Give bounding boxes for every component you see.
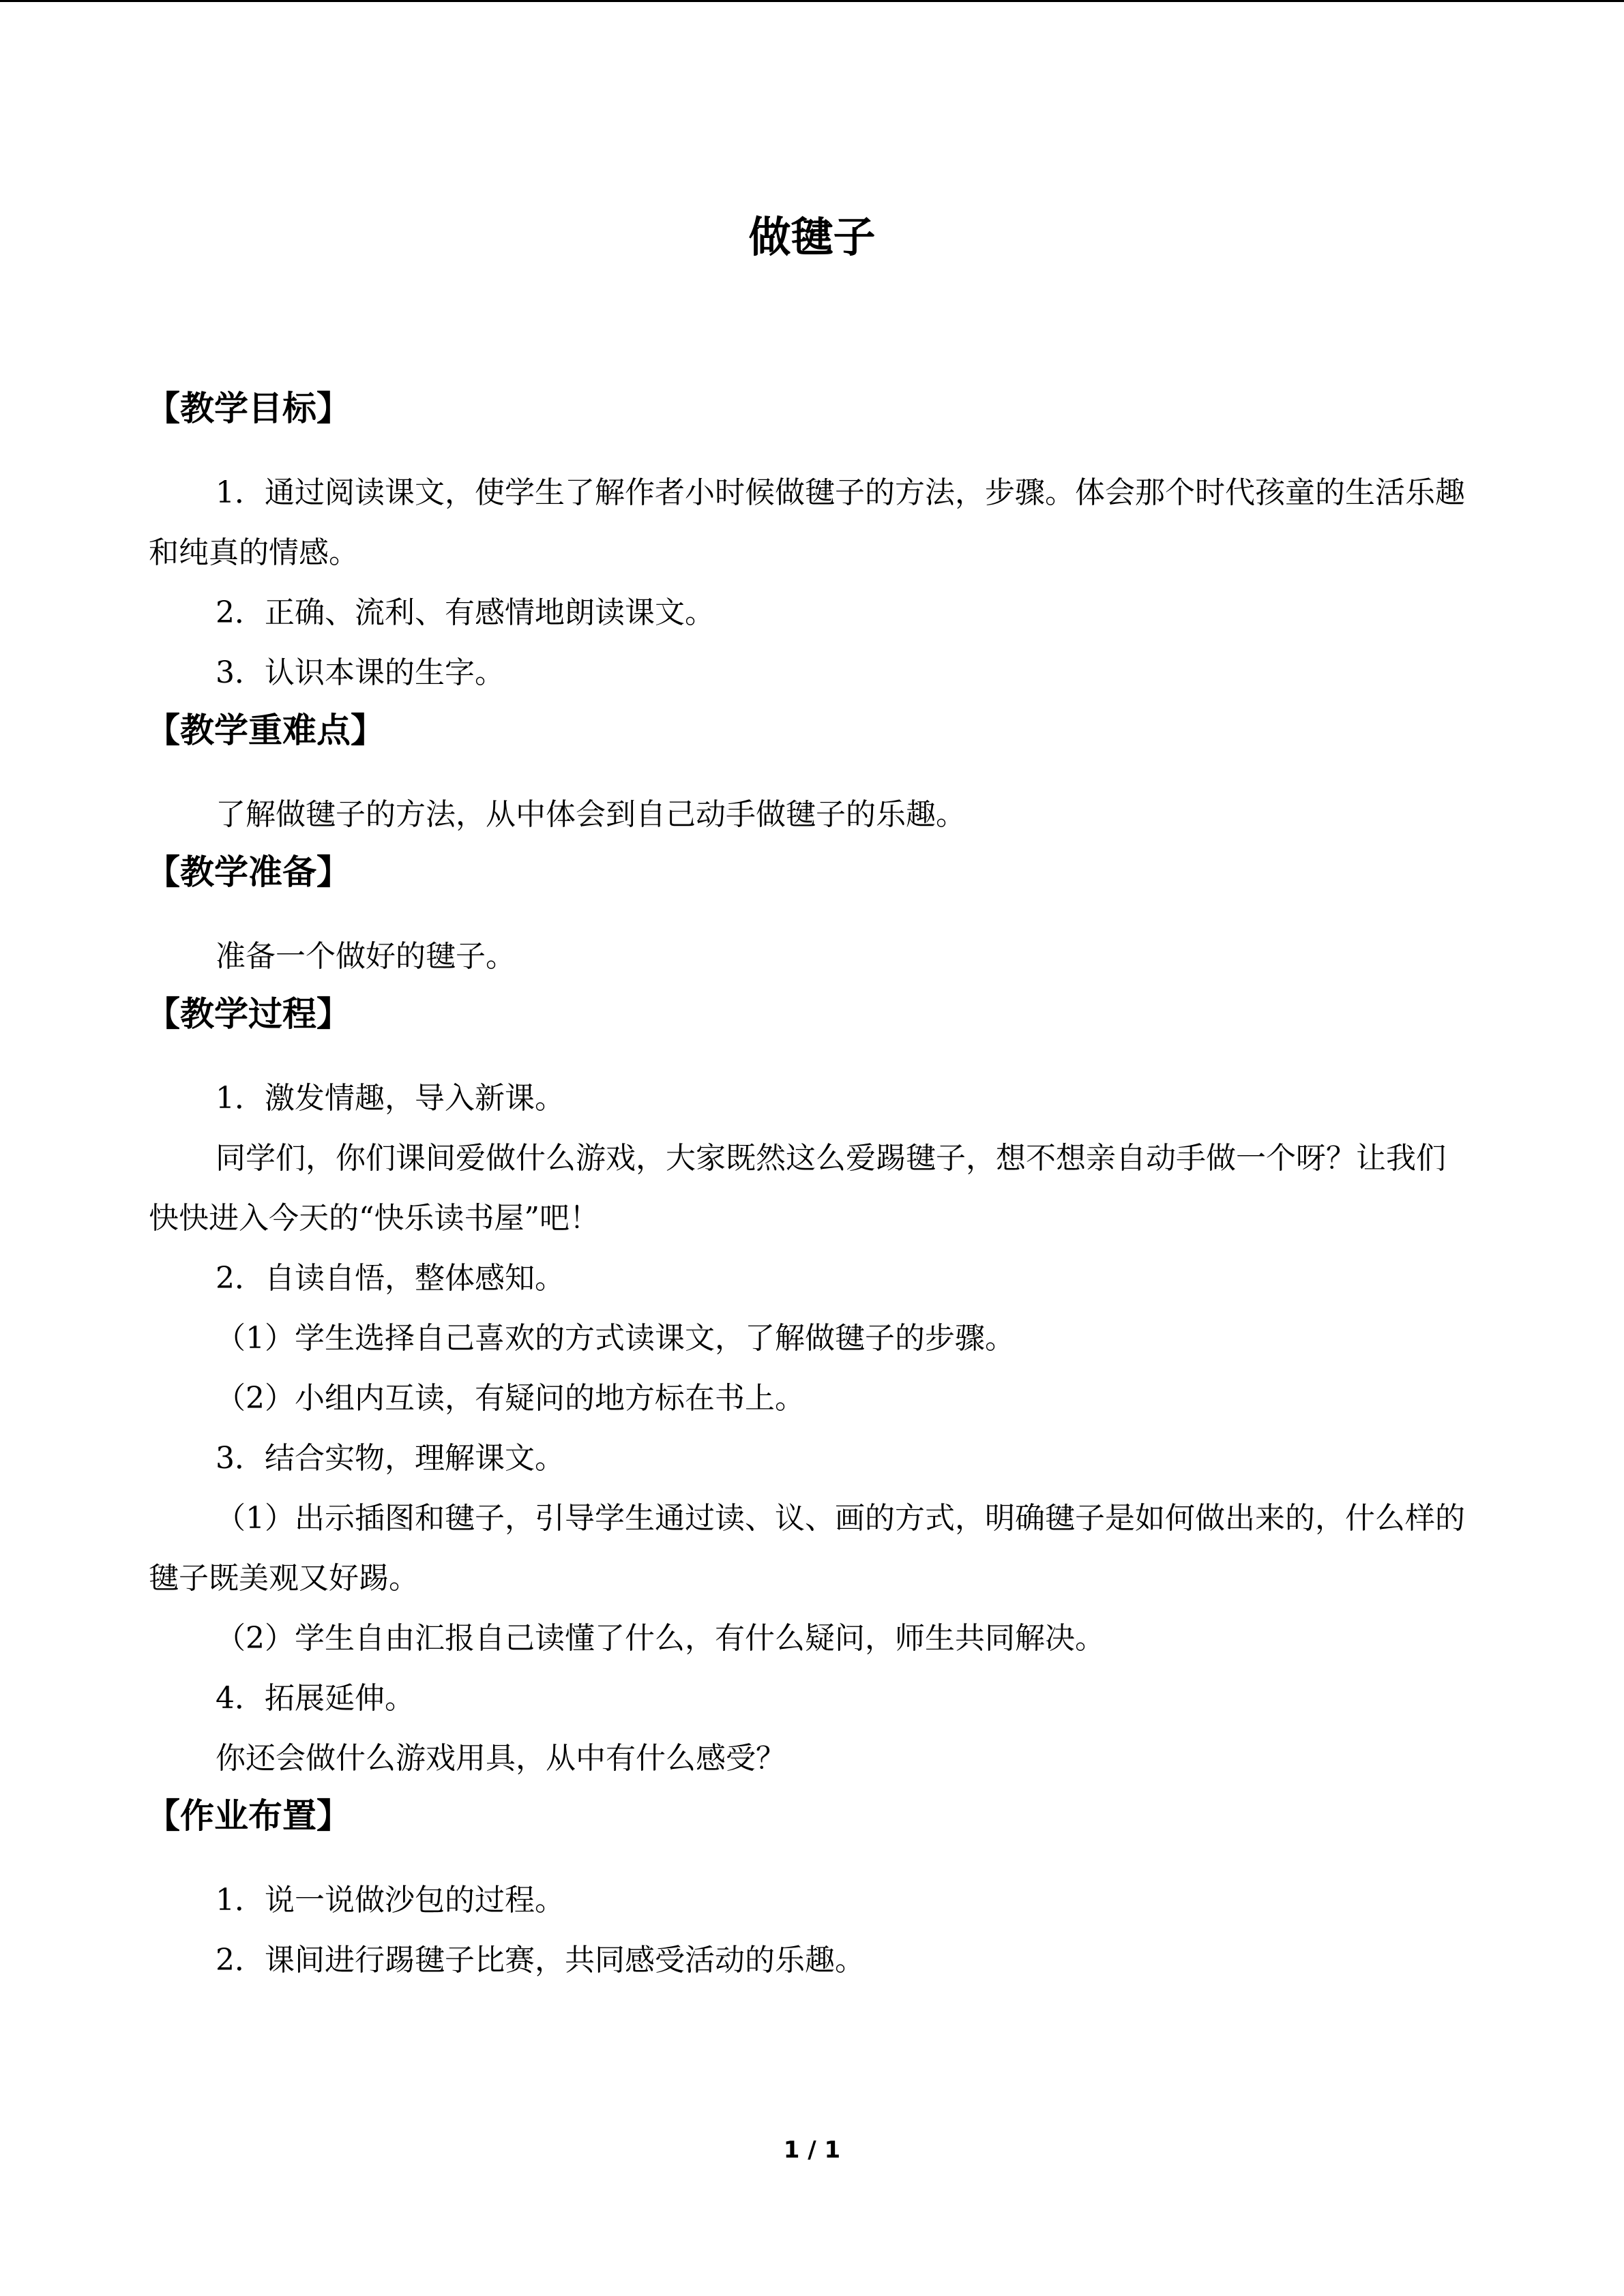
paragraph: （2）学生自由汇报自己读懂了什么，有什么疑问，师生共同解决。: [216, 1621, 1105, 1656]
paragraph: 1．通过阅读课文，使学生了解作者小时候做毽子的方法，步骤。体会那个时代孩童的生活乐趣和纯真的情感。: [149, 475, 1465, 570]
section-heading: 【教学过程】: [146, 994, 351, 1034]
document-title: 做毽子: [748, 212, 876, 262]
paragraph: 2．自读自悟，整体感知。: [216, 1261, 565, 1296]
paragraph: （2）小组内互读，有疑问的地方标在书上。: [216, 1381, 805, 1416]
section-heading: 【教学准备】: [146, 852, 351, 892]
paragraph: 3．结合实物，理解课文。: [216, 1441, 565, 1476]
section-preparation: [146, 845, 1475, 987]
paragraph: 2．正确、流利、有感情地朗读课文。: [216, 595, 715, 630]
section-heading: 【教学目标】: [146, 389, 351, 428]
section-teaching-process: [146, 987, 1475, 1789]
page-number: 1 / 1: [783, 2136, 841, 2164]
paragraph: 准备一个做好的毽子。: [216, 939, 516, 974]
section-teaching-goals: [146, 381, 1475, 703]
section-heading: 【作业布置】: [146, 1796, 351, 1836]
paragraph: （1）出示插图和毽子，引导学生通过读、议、画的方式，明确毽子是如何做出来的，什么样的毽子既美观又好踢。: [149, 1501, 1465, 1596]
paragraph: 1．说一说做沙包的过程。: [216, 1883, 565, 1918]
paragraph: （1）学生选择自己喜欢的方式读课文，了解做毽子的步骤。: [216, 1321, 1015, 1356]
paragraph: 你还会做什么游戏用具，从中有什么感受？: [216, 1741, 786, 1776]
paragraph: 了解做毽子的方法，从中体会到自己动手做毽子的乐趣。: [216, 797, 966, 832]
document-body: [146, 381, 1475, 1991]
section-key-difficulties: [146, 703, 1475, 845]
section-homework: [146, 1789, 1475, 1991]
paragraph: 2．课间进行踢毽子比赛，共同感受活动的乐趣。: [216, 1943, 865, 1978]
section-heading: 【教学重难点】: [146, 711, 385, 750]
paragraph: 同学们，你们课间爱做什么游戏，大家既然这么爱踢毽子，想不想亲自动手做一个呀？让我们快快进入今天的“快乐读书屋”吧！: [149, 1141, 1446, 1236]
paragraph: 3．认识本课的生字。: [216, 655, 505, 690]
paragraph: 1．激发情趣，导入新课。: [216, 1081, 565, 1116]
paragraph: 4．拓展延伸。: [216, 1681, 415, 1716]
